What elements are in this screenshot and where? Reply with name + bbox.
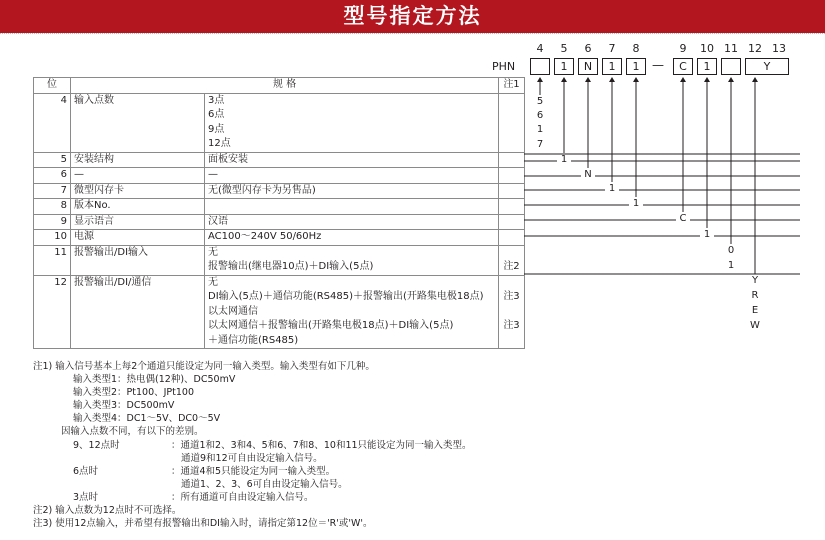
- arrow-head: [633, 77, 639, 82]
- code-box: N: [578, 58, 598, 75]
- code-option: 1: [727, 260, 735, 271]
- footnote: 输入类型2：Pt100、JPt100: [73, 387, 195, 399]
- model-dash: —: [652, 58, 664, 72]
- footnotes: [33, 360, 472, 530]
- arrow-head: [537, 77, 543, 82]
- row-name: 电源: [71, 230, 205, 246]
- position-number: 11: [724, 42, 738, 55]
- row-pos: 11: [34, 245, 71, 275]
- arrow-head: [561, 77, 567, 82]
- model-prefix: PHN: [492, 60, 516, 73]
- footnote: ：通道4和5只能设定为同一输入类型。: [171, 465, 336, 477]
- row-name: 报警输出/DI输入: [71, 245, 205, 275]
- footnote: 注3) 使用12点输入，并希望有报警输出和DI输入时，请指定第12位＝'R'或'W'。: [33, 518, 373, 530]
- footnote: 6点时: [73, 465, 99, 477]
- row-name: —: [71, 168, 205, 184]
- code-option: N: [584, 169, 592, 180]
- footnote: ：通道1和2、3和4、5和6、7和8、10和11只能设定为同一输入类型。: [171, 439, 472, 451]
- note-ref: 注3: [503, 320, 520, 331]
- code-option: 1: [632, 198, 640, 209]
- row-value: 无: [208, 246, 218, 258]
- position-number: 5: [560, 42, 568, 55]
- position-number: 13: [772, 42, 786, 55]
- code-option: E: [751, 305, 759, 316]
- footnote: 注2) 输入点数为12点时不可选择。: [33, 505, 182, 517]
- position-number: 8: [632, 42, 640, 55]
- footnote: 9、12点时: [73, 439, 120, 451]
- position-number: 10: [700, 42, 714, 55]
- position-number: 9: [679, 42, 687, 55]
- row-value: 汉语: [205, 214, 499, 230]
- row-name: 微型闪存卡: [71, 183, 205, 199]
- position-number: 6: [584, 42, 592, 55]
- row-value: 以太网通信＋报警输出(开路集电极18点)＋DI输入(5点): [208, 320, 454, 331]
- position-number: 12: [748, 42, 762, 55]
- footnote: 通道9和12可自由设定输入信号。: [181, 452, 323, 464]
- row-value: ＋通信功能(RS485): [208, 334, 299, 346]
- code-box: 1: [602, 58, 622, 75]
- arrow-head: [680, 77, 686, 82]
- row-value: 无(微型闪存卡为另售品): [205, 183, 499, 199]
- row-pos: 9: [34, 214, 71, 230]
- row-value: 以太网通信: [208, 305, 258, 317]
- header-note: 注1: [499, 78, 525, 94]
- code-box: 1: [554, 58, 574, 75]
- row-value: 9点: [208, 123, 225, 135]
- row-name: 显示语言: [71, 214, 205, 230]
- arrow-head: [704, 77, 710, 82]
- row-value: —: [205, 168, 499, 184]
- header-spec: 规 格: [71, 78, 499, 94]
- page-title: 型号指定方法: [0, 0, 825, 33]
- code-option: C: [679, 213, 687, 224]
- footnote: 3点时: [73, 491, 99, 503]
- row-pos: 7: [34, 183, 71, 199]
- arrow-head: [752, 77, 758, 82]
- header-pos: 位: [34, 78, 71, 94]
- row-name: 报警输出/DI/通信: [71, 275, 205, 349]
- footnote: 通道1、2、3、6可自由设定输入信号。: [181, 478, 348, 490]
- footnote: 注1) 输入信号基本上每2个通道只能设定为同一输入类型。输入类型有如下几种。: [33, 361, 375, 372]
- row-pos: 12: [34, 275, 71, 349]
- row-value: 报警输出(继电器10点)＋DI输入(5点): [208, 261, 374, 272]
- note-ref: 注2: [503, 261, 520, 272]
- row-name: 输入点数: [71, 93, 205, 152]
- note-ref: 注3: [503, 291, 520, 302]
- code-option: 7: [536, 139, 544, 150]
- code-box: 1: [697, 58, 717, 75]
- code-option: 6: [536, 110, 544, 121]
- code-option: R: [751, 290, 759, 301]
- code-option: 1: [536, 124, 544, 135]
- row-pos: 10: [34, 230, 71, 246]
- code-box: Y: [745, 58, 789, 75]
- position-number: 7: [608, 42, 616, 55]
- code-option: 1: [608, 183, 616, 194]
- row-value: 面板安装: [205, 152, 499, 168]
- code-option: 1: [560, 154, 568, 165]
- footnote: 输入类型3：DC500mV: [73, 400, 175, 412]
- row-value: 无: [208, 276, 218, 288]
- arrow-head: [728, 77, 734, 82]
- code-box: 1: [626, 58, 646, 75]
- footnote: 因输入点数不同，有以下的差别。: [61, 426, 204, 438]
- row-value: 12点: [208, 138, 231, 149]
- code-option: Y: [751, 275, 759, 286]
- code-box: C: [673, 58, 693, 75]
- row-value: DI输入(5点)＋通信功能(RS485)＋报警输出(开路集电极18点): [208, 291, 484, 302]
- row-name: 版本No.: [71, 199, 205, 215]
- arrow-head: [585, 77, 591, 82]
- footnote: ：所有通道可自由设定输入信号。: [171, 491, 314, 503]
- row-pos: 6: [34, 168, 71, 184]
- footnote: 输入类型4：DC1～5V、DC0～5V: [73, 413, 221, 425]
- row-value: AC100～240V 50/60Hz: [205, 230, 499, 246]
- code-option: 0: [727, 245, 735, 256]
- row-value: 3点: [208, 94, 225, 106]
- code-option: 1: [703, 229, 711, 240]
- position-number: 4: [536, 42, 544, 55]
- code-option: W: [750, 320, 760, 331]
- row-pos: 5: [34, 152, 71, 168]
- row-value: 6点: [208, 109, 225, 120]
- row-pos: 8: [34, 199, 71, 215]
- code-option: 5: [536, 96, 544, 107]
- footnote: 输入类型1：热电偶(12种)、DC50mV: [73, 374, 236, 386]
- arrow-head: [609, 77, 615, 82]
- row-pos: 4: [34, 93, 71, 152]
- row-name: 安装结构: [71, 152, 205, 168]
